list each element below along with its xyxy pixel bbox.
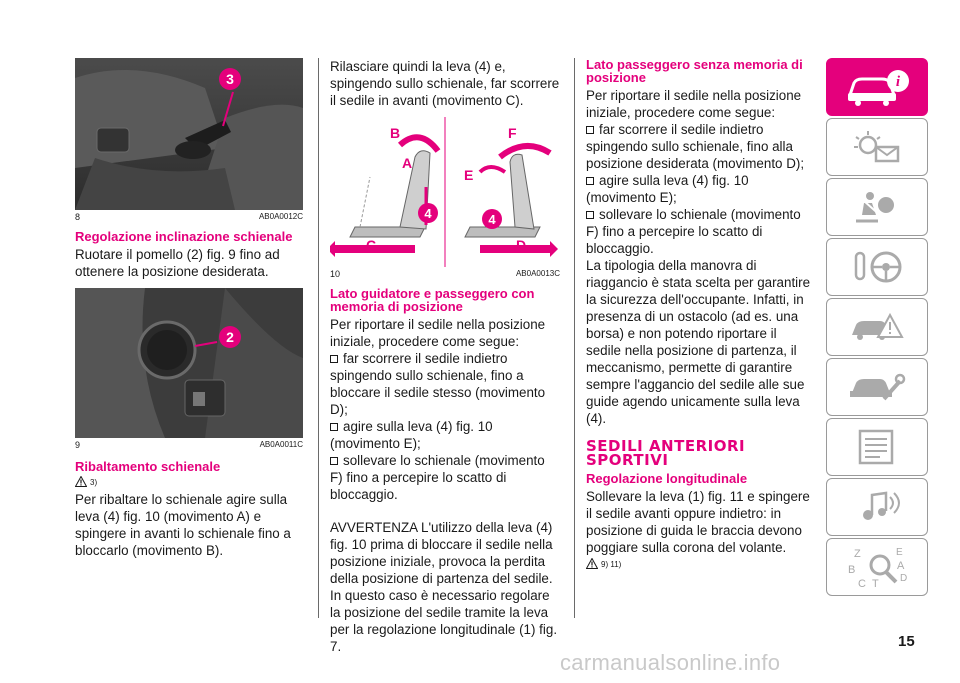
- tab-multimedia[interactable]: [826, 478, 928, 536]
- index-letter: A: [897, 560, 905, 572]
- figure-9: [75, 288, 303, 438]
- car-info-icon: [842, 67, 912, 107]
- bullet-item: sollevare lo schienale (movimento F) fino a percepire lo scatto di bloccaggio.: [330, 453, 545, 502]
- bullet-item: far scorrere il sedile indietro spingendo sullo schienale, fino alla posizione desiderata (movimento D);: [586, 122, 805, 171]
- figure-10: [330, 117, 560, 267]
- warning-ref-text: 3): [90, 478, 98, 487]
- bullet-square-icon: [330, 457, 338, 465]
- column-3: [586, 58, 814, 573]
- warning-triangle-icon: [586, 558, 598, 569]
- index-letter: E: [896, 547, 903, 558]
- fig10-label-c: C: [366, 237, 377, 253]
- tab-maintenance[interactable]: [826, 358, 928, 416]
- technical-data-icon: [842, 427, 912, 467]
- figure-caption: [330, 269, 560, 279]
- heading-guidatore: Lato guidatore e passeggero con memoria di posizione: [330, 286, 535, 314]
- figure-code: AB0A0011C: [259, 440, 303, 449]
- figure-caption: [75, 440, 303, 450]
- fig10-label-b: B: [390, 125, 401, 141]
- safety-airbag-icon: [842, 187, 912, 227]
- fig10-callout-4b: 4: [482, 209, 502, 229]
- index-letter: Z: [854, 548, 861, 560]
- index-icon: [842, 545, 912, 589]
- warning-reference: [75, 476, 303, 487]
- heading-sedili-sportivi: SEDILI ANTERIORI SPORTIVI: [586, 437, 746, 469]
- bullet-square-icon: [586, 126, 594, 134]
- figure-code: AB0A0012C: [258, 212, 303, 221]
- maintenance-icon: [842, 367, 912, 407]
- paragraph-longitudinale: Sollevare la leva (1) fig. 11 e spingere il sedile avanti oppure indietro: in posizione di guida le braccia devono poggiare sulla corona del volante.: [586, 489, 810, 555]
- bullet-item: agire sulla leva (4) fig. 10 (movimento E);: [330, 419, 493, 451]
- bullet-item: sollevare lo schienale (movimento F) fino a percepire lo scatto di bloccaggio.: [586, 207, 801, 256]
- emergency-icon: [842, 307, 912, 347]
- bullet-square-icon: [586, 211, 594, 219]
- index-letter: D: [900, 573, 908, 584]
- page-number: 15: [898, 633, 915, 650]
- figure-number: 8: [75, 212, 81, 222]
- tab-starting-driving[interactable]: [826, 238, 928, 296]
- index-letter: C: [858, 578, 866, 589]
- heading-longitudinale: Regolazione longitudinale: [586, 471, 748, 486]
- index-letter: B: [848, 564, 856, 576]
- column-1: [75, 58, 303, 559]
- tab-car-info[interactable]: [826, 58, 928, 116]
- tab-technical-data[interactable]: [826, 418, 928, 476]
- callout-3: 3: [219, 68, 241, 90]
- heading-passeggero: Lato passeggero senza memoria di posizione: [586, 57, 803, 85]
- callout-2: 2: [219, 326, 241, 348]
- paragraph-tipologia: La tipologia della manovra di riaggancio è stata scelta per garantire la sicurezza dell'occupante. Infatti, in presenza di un ostacolo (ad es. una borsa) e non potendo riportare il sedile nella posizione di partenza, il meccanismo, permette di garantire sempre l'aggancio del sedile alle sue guide agendo unicamente sulla leva (4).: [586, 258, 811, 426]
- bullet-item: agire sulla leva (4) fig. 10 (movimento E);: [586, 173, 749, 205]
- tab-index[interactable]: [826, 538, 928, 596]
- paragraph-passeggero: Per riportare il sedile nella posizione iniziale, procedere come segue:: [586, 88, 802, 120]
- tab-safety[interactable]: [826, 178, 928, 236]
- tab-emergency[interactable]: [826, 298, 928, 356]
- figure-number: 9: [75, 440, 81, 450]
- starting-driving-icon: [842, 247, 912, 287]
- paragraph-ribaltamento: Per ribaltare lo schienale agire sulla leva (4) fig. 10 (movimento A) e spingere in avanti lo schienale fino a bloccarlo (movimento B).: [75, 492, 291, 558]
- fig10-label-a: A: [402, 155, 413, 171]
- fig10-label-d: D: [516, 237, 527, 253]
- figure-caption: [75, 212, 303, 222]
- heading-ribaltamento: Ribaltamento schienale: [75, 459, 221, 474]
- svg-text:i: i: [895, 74, 901, 90]
- fig10-callout-4: 4: [418, 203, 438, 223]
- column-divider: [574, 58, 575, 618]
- warning-ref-text: 9) 11): [601, 560, 622, 569]
- bullet-square-icon: [330, 355, 338, 363]
- warning-reference: [586, 558, 814, 569]
- paragraph-guidatore: Per riportare il sedile nella posizione iniziale, procedere come segue:: [330, 317, 546, 349]
- tab-warning-lights[interactable]: [826, 118, 928, 176]
- index-letter: T: [872, 578, 879, 589]
- watermark: carmanualsonline.info: [560, 650, 781, 675]
- figure-8: [75, 58, 303, 210]
- bullet-square-icon: [586, 177, 594, 185]
- multimedia-icon: [842, 487, 912, 527]
- bullet-square-icon: [330, 423, 338, 431]
- column-2: [330, 58, 560, 655]
- figure-code: AB0A0013C: [515, 269, 560, 278]
- fig10-label-e: E: [464, 167, 474, 183]
- fig10-label-f: F: [508, 125, 517, 141]
- column-divider: [318, 58, 319, 618]
- warning-triangle-icon: [75, 476, 87, 487]
- warning-lights-icon: [842, 127, 912, 167]
- figure-number: 10: [330, 269, 341, 279]
- paragraph-intro: Rilasciare quindi la leva (4) e, spingendo sullo schienale, far scorrere il sedile in avanti (movimento C).: [330, 59, 560, 108]
- paragraph-avvertenza: AVVERTENZA L'utilizzo della leva (4) fig. 10 prima di bloccare il sedile nella posizione iniziale, provoca la perdita della posizione di partenza del sedile. In questo caso è necessario regolare la posizione del sedile tramite la leva per la regolazione longitudinale (1) fig. 7.: [330, 520, 558, 654]
- bullet-item: far scorrere il sedile indietro spingendo sullo schienale, fino a bloccare il sedile stesso (movimento D);: [330, 351, 546, 417]
- paragraph-inclinazione: Ruotare il pomello (2) fig. 9 fino ad ottenere la posizione desiderata.: [75, 247, 280, 279]
- chapter-sidebar: [826, 58, 928, 598]
- heading-inclinazione: Regolazione inclinazione schienale: [75, 229, 293, 244]
